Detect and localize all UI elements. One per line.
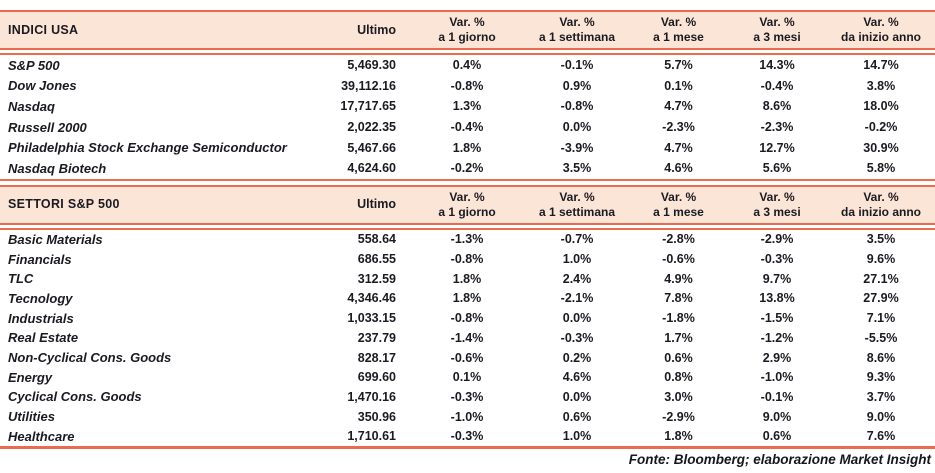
var-cell: -0.3% — [450, 389, 484, 404]
row-label: S&P 500 — [8, 57, 60, 73]
table-row — [0, 96, 935, 117]
var-cell: -1.0% — [450, 409, 484, 424]
row-label: Non-Cyclical Cons. Goods — [8, 350, 172, 366]
var-cell: -0.8% — [450, 311, 484, 326]
var-cell: 0.1% — [664, 78, 693, 93]
var-label: Var. % — [660, 15, 697, 29]
table-row — [0, 348, 935, 368]
var-cell: 7.8% — [664, 291, 693, 306]
var-cell: -1.4% — [450, 330, 484, 345]
var-cell: 7.6% — [866, 429, 896, 444]
var-cell: 1.0% — [562, 429, 592, 444]
var-cell: 27.1% — [863, 271, 899, 286]
var-cell: -0.8% — [450, 78, 484, 93]
ultimo-cell: 17,717.65 — [340, 99, 396, 114]
var-label: Var. % — [759, 15, 795, 29]
var-label: Var. % — [759, 189, 795, 204]
var-cell: 0.0% — [562, 311, 592, 326]
row-label: Tecnology — [8, 290, 73, 306]
var-cell: -0.1% — [760, 389, 794, 404]
var-cell: 0.6% — [762, 429, 792, 444]
var-period-label: a 1 settimana — [538, 204, 616, 219]
var-cell: 30.9% — [863, 140, 899, 155]
column-header-var — [630, 190, 727, 220]
table-body — [0, 55, 935, 179]
var-cell: 1.8% — [664, 429, 693, 444]
table-row — [0, 269, 935, 289]
var-cell: 0.2% — [562, 350, 592, 365]
ultimo-cell: 1,033.15 — [347, 311, 396, 326]
ultimo-cell: 5,467.66 — [347, 140, 396, 155]
var-cell: -2.9% — [760, 232, 794, 247]
row-label: Industrials — [8, 310, 74, 326]
var-cell: -0.3% — [560, 330, 594, 345]
section-bottom-rule — [0, 446, 935, 449]
var-cell: -2.9% — [662, 409, 695, 424]
table-row — [0, 328, 935, 348]
var-cell: 1.8% — [452, 140, 482, 155]
var-cell: 0.0% — [562, 389, 592, 404]
var-cell: 1.3% — [452, 99, 482, 114]
ultimo-cell: 1,470.16 — [347, 389, 396, 404]
var-period-label: da inizio anno — [841, 204, 921, 219]
row-label: Russell 2000 — [8, 119, 87, 135]
source-note: Fonte: Bloomberg; elaborazione Market Insight — [628, 452, 931, 468]
row-label: Cyclical Cons. Goods — [8, 389, 142, 405]
row-label: Philadelphia Stock Exchange Semiconductor — [8, 140, 287, 156]
var-period-label: a 1 mese — [653, 30, 704, 44]
column-header-var — [410, 15, 524, 45]
ultimo-cell: 5,469.30 — [347, 58, 396, 73]
column-header-var — [727, 15, 827, 45]
table-row — [0, 367, 935, 387]
var-cell: -1.0% — [760, 370, 794, 385]
section-header-band — [0, 10, 935, 50]
var-cell: 8.6% — [762, 99, 792, 114]
var-cell: 7.1% — [866, 311, 896, 326]
section-title: INDICI USA — [8, 22, 79, 37]
var-cell: 2.4% — [562, 271, 592, 286]
ultimo-cell: 4,346.46 — [347, 291, 396, 306]
column-header-var — [827, 15, 935, 45]
var-cell: -2.8% — [662, 232, 695, 247]
var-cell: 3.7% — [866, 389, 896, 404]
var-cell: -0.7% — [560, 232, 594, 247]
var-cell: 3.8% — [866, 78, 896, 93]
var-cell: -1.2% — [760, 330, 794, 345]
var-period-label: a 1 giorno — [438, 30, 496, 44]
row-label: Financials — [8, 251, 72, 267]
var-cell: 5.8% — [866, 161, 896, 176]
table-body — [0, 230, 935, 447]
row-label: Nasdaq Biotech — [8, 160, 107, 176]
table-row — [0, 289, 935, 309]
var-period-label: a 3 mesi — [753, 30, 801, 44]
table-row — [0, 230, 935, 250]
var-cell: -2.3% — [662, 120, 695, 135]
ultimo-cell: 350.96 — [357, 409, 396, 424]
var-cell: 4.6% — [562, 370, 592, 385]
table-row — [0, 387, 935, 407]
var-cell: 14.3% — [759, 58, 795, 73]
var-cell: 9.0% — [762, 409, 792, 424]
row-label: Utilities — [8, 409, 55, 425]
var-cell: 8.6% — [866, 350, 896, 365]
ultimo-cell: 686.55 — [357, 252, 396, 267]
var-cell: -5.5% — [864, 330, 898, 345]
var-label: Var. % — [863, 189, 899, 204]
var-cell: 0.6% — [664, 350, 693, 365]
var-label: Var. % — [559, 15, 595, 29]
var-cell: 9.3% — [866, 370, 896, 385]
column-header-var — [727, 190, 827, 220]
row-label: Basic Materials — [8, 231, 103, 247]
var-period-label: a 1 giorno — [438, 204, 496, 219]
column-header-var — [827, 190, 935, 220]
var-label: Var. % — [449, 15, 485, 29]
column-header-ultimo: Ultimo — [357, 22, 396, 37]
var-cell: -1.8% — [662, 311, 695, 326]
var-cell: -0.6% — [662, 252, 695, 267]
var-cell: -0.4% — [450, 120, 484, 135]
column-header-var — [410, 190, 524, 220]
var-cell: -0.6% — [450, 350, 484, 365]
var-cell: 3.5% — [866, 232, 896, 247]
column-header-var — [524, 15, 630, 45]
var-cell: 12.7% — [759, 140, 795, 155]
var-cell: 3.0% — [664, 389, 693, 404]
var-cell: 2.9% — [762, 350, 792, 365]
var-cell: -0.2% — [450, 161, 484, 176]
table-row — [0, 55, 935, 76]
var-cell: -0.2% — [864, 120, 898, 135]
var-cell: -2.3% — [760, 120, 794, 135]
table-row — [0, 137, 935, 158]
var-cell: 9.0% — [866, 409, 896, 424]
row-label: Real Estate — [8, 330, 79, 346]
var-cell: 1.0% — [562, 252, 592, 267]
table-row — [0, 407, 935, 427]
ultimo-cell: 1,710.61 — [347, 429, 396, 444]
var-cell: -1.3% — [450, 232, 484, 247]
row-label: Healthcare — [8, 428, 75, 444]
var-cell: 14.7% — [863, 58, 899, 73]
var-cell: 0.4% — [452, 58, 482, 73]
section-bottom-rule — [0, 179, 935, 181]
var-cell: 1.8% — [452, 271, 482, 286]
row-label: Energy — [8, 369, 53, 385]
var-cell: -0.8% — [560, 99, 594, 114]
var-cell: 0.8% — [664, 370, 693, 385]
var-cell: -1.5% — [760, 311, 794, 326]
ultimo-cell: 237.79 — [357, 330, 396, 345]
section-indici-usa — [0, 10, 935, 181]
row-label: TLC — [8, 271, 34, 287]
ultimo-cell: 558.64 — [357, 232, 396, 247]
var-cell: 3.5% — [562, 161, 592, 176]
var-cell: -2.1% — [560, 291, 594, 306]
var-period-label: da inizio anno — [841, 30, 921, 44]
ultimo-cell: 699.60 — [357, 370, 396, 385]
var-cell: 9.7% — [762, 271, 792, 286]
var-cell: 1.8% — [452, 291, 482, 306]
section-title: SETTORI S&P 500 — [8, 197, 120, 212]
var-cell: -0.8% — [450, 252, 484, 267]
var-cell: 5.6% — [762, 161, 792, 176]
var-cell: 0.1% — [452, 370, 482, 385]
var-cell: -0.3% — [760, 252, 794, 267]
var-cell: 9.6% — [866, 252, 896, 267]
var-label: Var. % — [449, 189, 485, 204]
var-label: Var. % — [863, 15, 899, 29]
column-header-var — [524, 190, 630, 220]
table-row — [0, 249, 935, 269]
var-cell: 0.9% — [562, 78, 592, 93]
table-row — [0, 308, 935, 328]
ultimo-cell: 828.17 — [357, 350, 396, 365]
var-cell: 4.7% — [664, 99, 693, 114]
var-cell: 27.9% — [863, 291, 899, 306]
ultimo-cell: 39,112.16 — [341, 78, 396, 93]
var-label: Var. % — [559, 189, 595, 204]
table-row — [0, 76, 935, 97]
row-label: Dow Jones — [8, 78, 77, 94]
column-header-ultimo: Ultimo — [357, 197, 396, 212]
var-cell: -0.3% — [450, 429, 484, 444]
ultimo-cell: 4,624.60 — [347, 161, 396, 176]
var-cell: 5.7% — [664, 58, 693, 73]
section-header-band — [0, 185, 935, 225]
var-period-label: a 1 mese — [653, 204, 704, 219]
var-cell: -0.1% — [560, 58, 594, 73]
var-label: Var. % — [660, 189, 697, 204]
table-row — [0, 117, 935, 138]
var-period-label: a 1 settimana — [538, 30, 616, 44]
var-cell: 4.9% — [664, 271, 693, 286]
table-row — [0, 158, 935, 179]
ultimo-cell: 312.59 — [357, 271, 396, 286]
var-cell: 0.6% — [562, 409, 592, 424]
var-cell: 1.7% — [664, 330, 693, 345]
var-cell: 13.8% — [759, 291, 795, 306]
row-label: Nasdaq — [8, 98, 55, 114]
ultimo-cell: 2,022.35 — [347, 120, 396, 135]
table-row — [0, 426, 935, 446]
var-cell: 4.6% — [664, 161, 693, 176]
var-cell: 0.0% — [562, 120, 592, 135]
var-cell: 18.0% — [863, 99, 899, 114]
var-cell: -0.4% — [760, 78, 794, 93]
var-cell: -3.9% — [560, 140, 594, 155]
var-period-label: a 3 mesi — [753, 204, 801, 219]
column-header-var — [630, 15, 727, 45]
section-settori-sp500 — [0, 185, 935, 450]
var-cell: 4.7% — [664, 140, 693, 155]
